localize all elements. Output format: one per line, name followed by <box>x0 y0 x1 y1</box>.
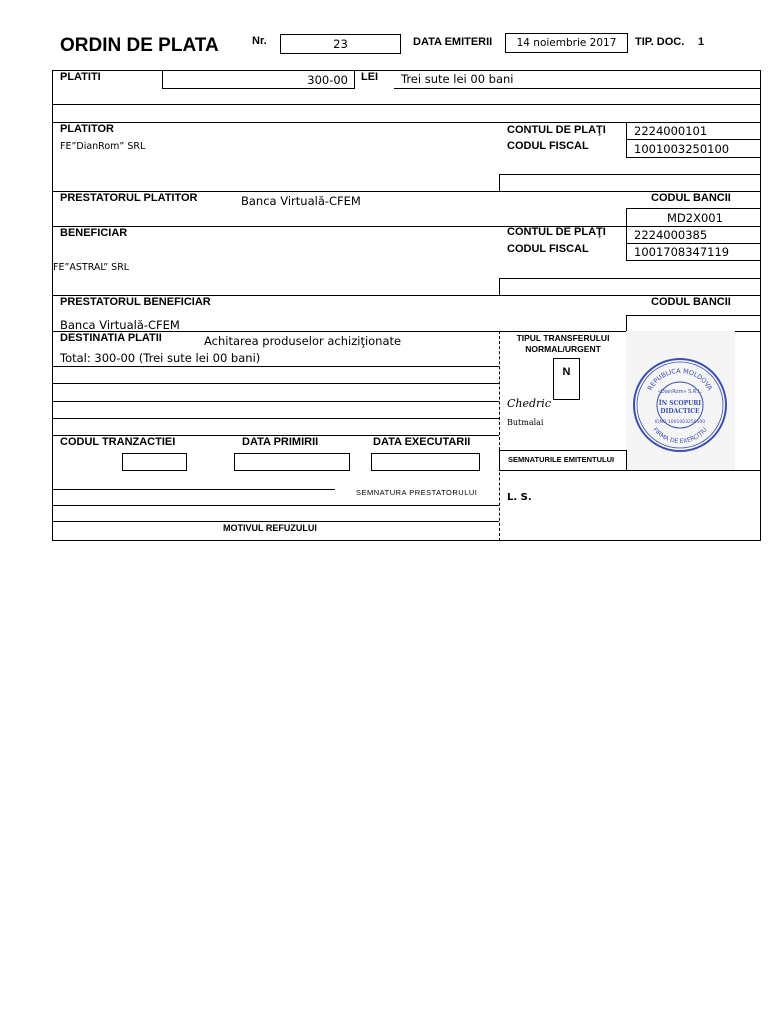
data-primirii-label: DATA PRIMIRII <box>242 436 319 448</box>
beneficiar-contul-value: 2224000385 <box>634 228 708 242</box>
transfer-type-value: N <box>562 366 571 378</box>
emitent-label: SEMNATURILE EMITENTULUI <box>508 455 615 464</box>
beneficiar-contul-field[interactable] <box>626 226 761 244</box>
prestator-platitor-name: Banca Virtuală-CFEM <box>241 194 361 208</box>
nr-label: Nr. <box>252 35 267 47</box>
ls-label: L. S. <box>507 492 532 503</box>
codul-tranzactiei-label: CODUL TRANZACTIEI <box>60 436 176 448</box>
platitor-fiscal-field[interactable] <box>626 139 761 158</box>
platitor-fiscal-value: 1001003250100 <box>634 142 730 156</box>
platitor-extra-field[interactable] <box>499 174 761 192</box>
svg-text:FIRMA DE EXERCIŢIU <box>651 426 708 445</box>
currency-label: LEI <box>361 71 379 83</box>
amount-field[interactable] <box>162 70 355 89</box>
divider <box>52 104 761 105</box>
transfer-type-field[interactable] <box>553 358 580 400</box>
platitor-name: FE”DianRom” SRL <box>60 141 146 152</box>
data-executarii-label: DATA EXECUTARII <box>373 436 471 448</box>
platitor-contul-field[interactable] <box>626 122 761 140</box>
stamp-bottom-text: FIRMA DE EXERCIŢIU <box>651 426 709 446</box>
divider <box>52 505 499 506</box>
codul-tranzactiei-field[interactable] <box>122 453 187 471</box>
platitor-contul-label: CONTUL DE PLAŢI <box>507 124 606 136</box>
beneficiar-name: FE”ASTRAL” SRL <box>53 262 130 273</box>
transfer-label-line2: NORMAL/URGENT <box>525 344 601 354</box>
tip-doc-label: TIP. DOC. <box>635 36 685 48</box>
stamp-top-text: REPUBLICA MOLDOVA <box>645 366 715 392</box>
divider <box>52 401 499 402</box>
prestator-beneficiar-label: PRESTATORUL BENEFICIAR <box>60 296 211 308</box>
platitor-label: PLATITOR <box>60 123 114 135</box>
prestator-beneficiar-bank-code-label: CODUL BANCII <box>651 296 731 308</box>
prestator-signature-label: SEMNATURA PRESTATORULUI <box>356 488 478 497</box>
divider <box>52 366 499 367</box>
prestator-beneficiar-name: Banca Virtuală-CFEM <box>60 318 180 332</box>
prestator-platitor-bank-code-label: CODUL BANCII <box>651 192 731 204</box>
signature-1: Chedric <box>507 397 551 410</box>
divider <box>627 470 761 471</box>
stamp-center-text-1: ÎN SCOPURI <box>658 400 702 407</box>
platiti-label: PLATITI <box>60 71 101 83</box>
stamp-center-text-2: DIDACTICE <box>660 408 700 415</box>
transfer-label-line1: TIPUL TRANSFERULUI <box>516 333 610 343</box>
destinatia-total: Total: 300-00 (Trei sute lei 00 bani) <box>60 351 261 365</box>
divider <box>52 418 499 419</box>
destinatia-label: DESTINATIA PLATII <box>60 332 162 344</box>
data-executarii-field[interactable] <box>371 453 480 471</box>
emitent-signature-cell <box>499 450 627 471</box>
motivul-refuzului-label: MOTIVUL REFUZULUI <box>223 523 317 533</box>
date-field[interactable] <box>505 33 628 53</box>
amount-words-underline <box>394 88 761 89</box>
amount-words: Trei sute lei 00 bani <box>401 72 514 86</box>
divider <box>52 521 499 522</box>
beneficiar-fiscal-value: 1001708347119 <box>634 245 730 259</box>
beneficiar-fiscal-field[interactable] <box>626 243 761 261</box>
prestator-platitor-label: PRESTATORUL PLATITOR <box>60 192 198 204</box>
nr-field[interactable] <box>280 34 401 54</box>
platitor-contul-value: 2224000101 <box>634 124 708 138</box>
stamp-idno-text: IDNO 1001003250100 <box>654 420 706 425</box>
document-title: ORDIN DE PLATA <box>60 35 219 56</box>
date-value: 14 noiembrie 2017 <box>516 37 617 49</box>
signature-2: Butmalai <box>507 418 544 427</box>
divider <box>52 383 499 384</box>
beneficiar-contul-label: CONTUL DE PLAŢI <box>507 226 606 238</box>
stamp-area <box>626 331 735 471</box>
beneficiar-fiscal-label: CODUL FISCAL <box>507 243 589 255</box>
bank-code-value: MD2X001 <box>667 211 723 225</box>
beneficiar-bank-code-field[interactable] <box>626 315 761 332</box>
bank-code-field[interactable] <box>626 208 761 227</box>
tip-doc-value: 1 <box>698 36 705 48</box>
data-primirii-field[interactable] <box>234 453 350 471</box>
divider <box>52 489 335 490</box>
column-separator <box>499 331 500 541</box>
destinatia-value: Achitarea produselor achiziţionate <box>204 334 402 348</box>
amount-value: 300-00 <box>307 73 348 87</box>
beneficiar-extra-field[interactable] <box>499 278 761 296</box>
company-seal-icon <box>626 331 735 471</box>
date-label: DATA EMITERII <box>413 36 493 48</box>
beneficiar-label: BENEFICIAR <box>60 227 128 239</box>
platitor-fiscal-label: CODUL FISCAL <box>507 140 589 152</box>
nr-value: 23 <box>333 37 348 51</box>
stamp-company-text: «DianRom» S.R.L. <box>657 389 703 395</box>
